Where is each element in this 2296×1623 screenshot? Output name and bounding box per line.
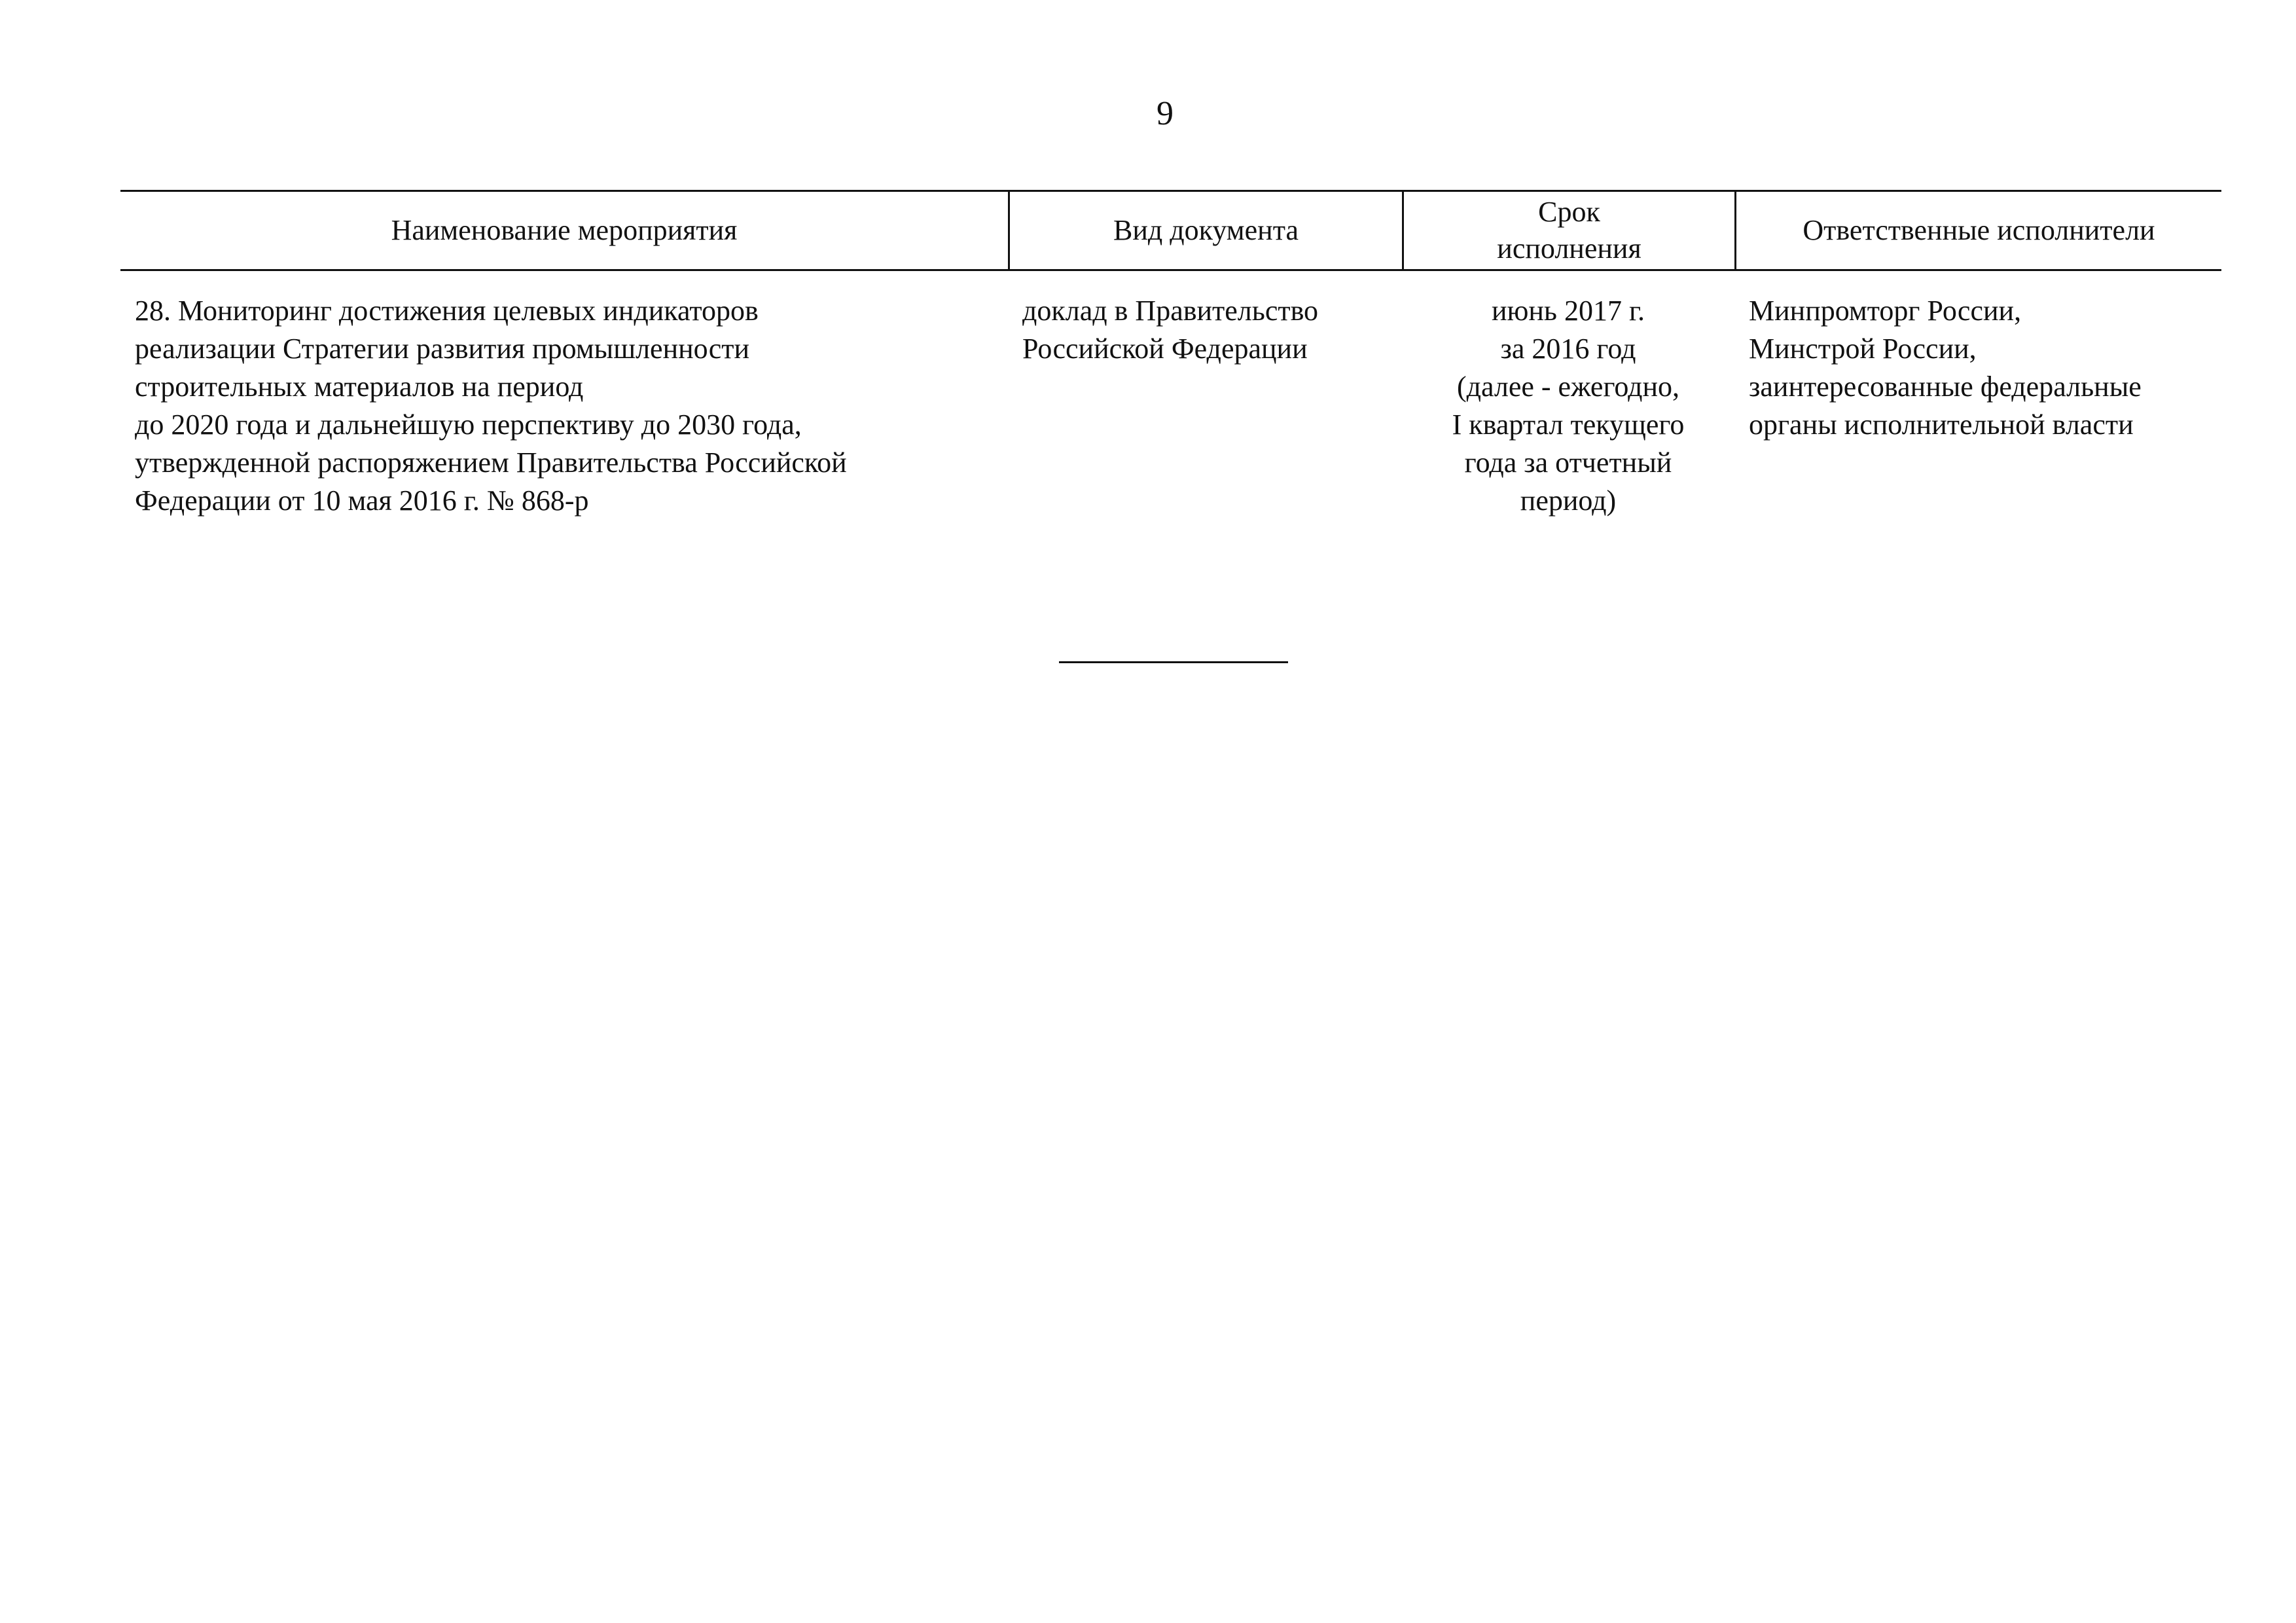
event-line: строительных материалов на период [135,371,584,403]
event-line: реализации Стратегии развития промышленности [135,333,750,365]
header-responsible: Ответственные исполнители [1734,192,2221,269]
deadline-line: года за отчетный [1464,447,1672,479]
responsible-line: органы исполнительной власти [1749,409,2134,441]
responsible-line: Минстрой России, [1749,333,1977,365]
deadline-line: за 2016 год [1500,333,1636,365]
table-row [120,292,2221,520]
event-line: утвержденной распоряжением Правительства Российской [135,447,847,479]
cell-document-type [1008,292,1402,520]
plan-table [120,190,2221,520]
header-deadline-line: Срок [1538,196,1600,228]
header-deadline-line: исполнения [1497,232,1641,264]
header-event-name: Наименование мероприятия [391,214,738,246]
event-line: Федерации от 10 мая 2016 г. № 868-р [135,484,589,517]
responsible-line: заинтересованные федеральные [1749,371,2142,403]
deadline-line: (далее - ежегодно, [1456,371,1680,403]
cell-event-name [120,292,1008,520]
document-line: Российской Федерации [1022,333,1308,365]
table-header [120,190,2221,271]
page-number: 9 [1157,95,1174,132]
end-divider [1059,661,1288,663]
cell-deadline [1402,292,1734,520]
header-document-type: Вид документа [1008,192,1402,269]
responsible-line: Минпромторг России, [1749,295,2022,327]
deadline-line: период) [1520,484,1617,517]
deadline-line: июнь 2017 г. [1491,295,1645,327]
event-line: до 2020 года и дальнейшую перспективу до 2030 года, [135,409,802,441]
header-deadline [1402,192,1734,269]
event-line: 28. Мониторинг достижения целевых индикаторов [135,295,759,327]
deadline-line: I квартал текущего [1452,409,1685,441]
cell-responsible [1734,292,2221,520]
document-line: доклад в Правительство [1022,295,1319,327]
